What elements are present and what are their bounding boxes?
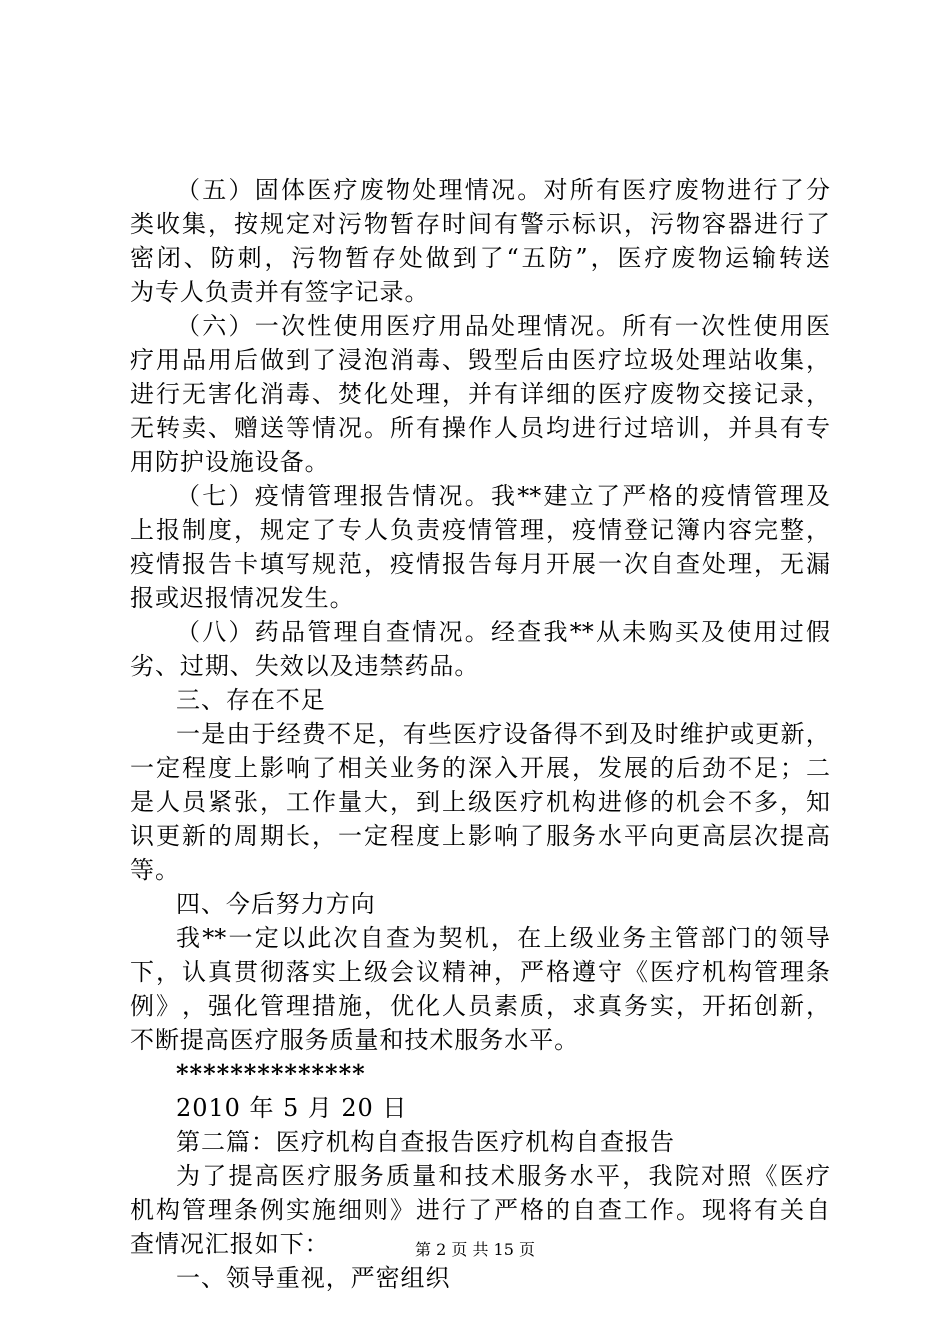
text-line: 等。	[130, 856, 180, 884]
text-line: 进 行 无 害 化 消 毒 、 焚 化 处 理 ， 并 有 详 细 的 医 疗 废 物 交 接 记 录 ，	[130, 380, 830, 408]
text-line: 为 了 提 高 医 疗 服 务 质 量 和 技 术 服 务 水 平 ， 我 院 对 照 《 医 疗	[176, 1162, 830, 1190]
text-line: 不断提高医疗服务质量和技术服务水平。	[130, 1026, 580, 1054]
text-line: 我 ** 一 定 以 此 次 自 查 为 契 机 ， 在 上 级 业 务 主 管 部 门 的 领 导	[176, 924, 830, 952]
text-line: 机 构 管 理 条 例 实 施 细 则 》 进 行 了 严 格 的 自 查 工 作 。 现 将 有 关 自	[130, 1196, 830, 1224]
text-line: 用防护设施设备。	[130, 448, 330, 476]
text-line: 密 闭 、 防 刺 ， 污 物 暂 存 处 做 到 了 “ 五 防 ” ， 医 疗 废 物 运 输 转 送	[130, 244, 830, 272]
text-line: 一 是 由 于 经 费 不 足 ， 有 些 医 疗 设 备 得 不 到 及 时 维 护 或 更 新 ，	[176, 720, 830, 748]
text-line: 无 转 卖 、 赠 送 等 情 况 。 所 有 操 作 人 员 均 进 行 过 培 训 ， 并 具 有 专	[130, 414, 830, 442]
text-line: 下 ， 认 真 贯 彻 落 实 上 级 会 议 精 神 ， 严 格 遵 守 《 医 疗 机 构 管 理 条	[130, 958, 830, 986]
text-line: 识 更 新 的 周 期 长 ， 一 定 程 度 上 影 响 了 服 务 水 平 向 更 高 层 次 提 高	[130, 822, 830, 850]
text-line: 2010 年 5 月 20 日	[176, 1094, 408, 1122]
text-line: 查情况汇报如下：	[130, 1230, 330, 1258]
text-line: 一、领导重视，严密组织	[176, 1264, 451, 1292]
text-line: 类 收 集 ， 按 规 定 对 污 物 暂 存 时 间 有 警 示 标 识 ， 污 物 容 器 进 行 了	[130, 210, 830, 238]
text-line: 疫 情 报 告 卡 填 写 规 范 ， 疫 情 报 告 每 月 开 展 一 次 自 查 处 理 ， 无 漏	[130, 550, 830, 578]
text-line: （ 七 ） 疫 情 管 理 报 告 情 况 。 我 ** 建 立 了 严 格 的 疫 情 管 理 及	[176, 482, 830, 510]
text-line: 为专人负责并有签字记录。	[130, 278, 430, 306]
text-line: 上 报 制 度 ， 规 定 了 专 人 负 责 疫 情 管 理 ， 疫 情 登 记 簿 内 容 完 整 ，	[130, 516, 830, 544]
text-line: 例 》 ， 强 化 管 理 措 施 ， 优 化 人 员 素 质 ， 求 真 务 实 ， 开 拓 创 新 ，	[130, 992, 830, 1020]
text-line: （ 八 ） 药 品 管 理 自 查 情 况 。 经 查 我 ** 从 未 购 买 及 使 用 过 假	[176, 618, 830, 646]
text-line: 四、今后努力方向	[176, 890, 376, 918]
text-line: 一 定 程 度 上 影 响 了 相 关 业 务 的 深 入 开 展 ， 发 展 的 后 劲 不 足 ； 二	[130, 754, 830, 782]
page-footer: 第 2 页 共 15 页	[415, 1240, 535, 1259]
text-line: 报或迟报情况发生。	[130, 584, 355, 612]
text-line: （ 五 ） 固 体 医 疗 废 物 处 理 情 况 。 对 所 有 医 疗 废 物 进 行 了 分	[176, 176, 830, 204]
text-line: 三、存在不足	[176, 686, 326, 714]
document-body	[130, 173, 830, 1295]
text-line: 是 人 员 紧 张 ， 工 作 量 大 ， 到 上 级 医 疗 机 构 进 修 的 机 会 不 多 ， 知	[130, 788, 830, 816]
text-line: 疗 用 品 用 后 做 到 了 浸 泡 消 毒 、 毁 型 后 由 医 疗 垃 圾 处 理 站 收 集 ，	[130, 346, 830, 374]
text-line: 第二篇：医疗机构自查报告医疗机构自查报告	[176, 1128, 675, 1156]
text-line: **************	[176, 1059, 366, 1088]
text-line: 劣、过期、失效以及违禁药品。	[130, 652, 480, 680]
text-line: （ 六 ） 一 次 性 使 用 医 疗 用 品 处 理 情 况 。 所 有 一 次 性 使 用 医	[176, 312, 830, 340]
